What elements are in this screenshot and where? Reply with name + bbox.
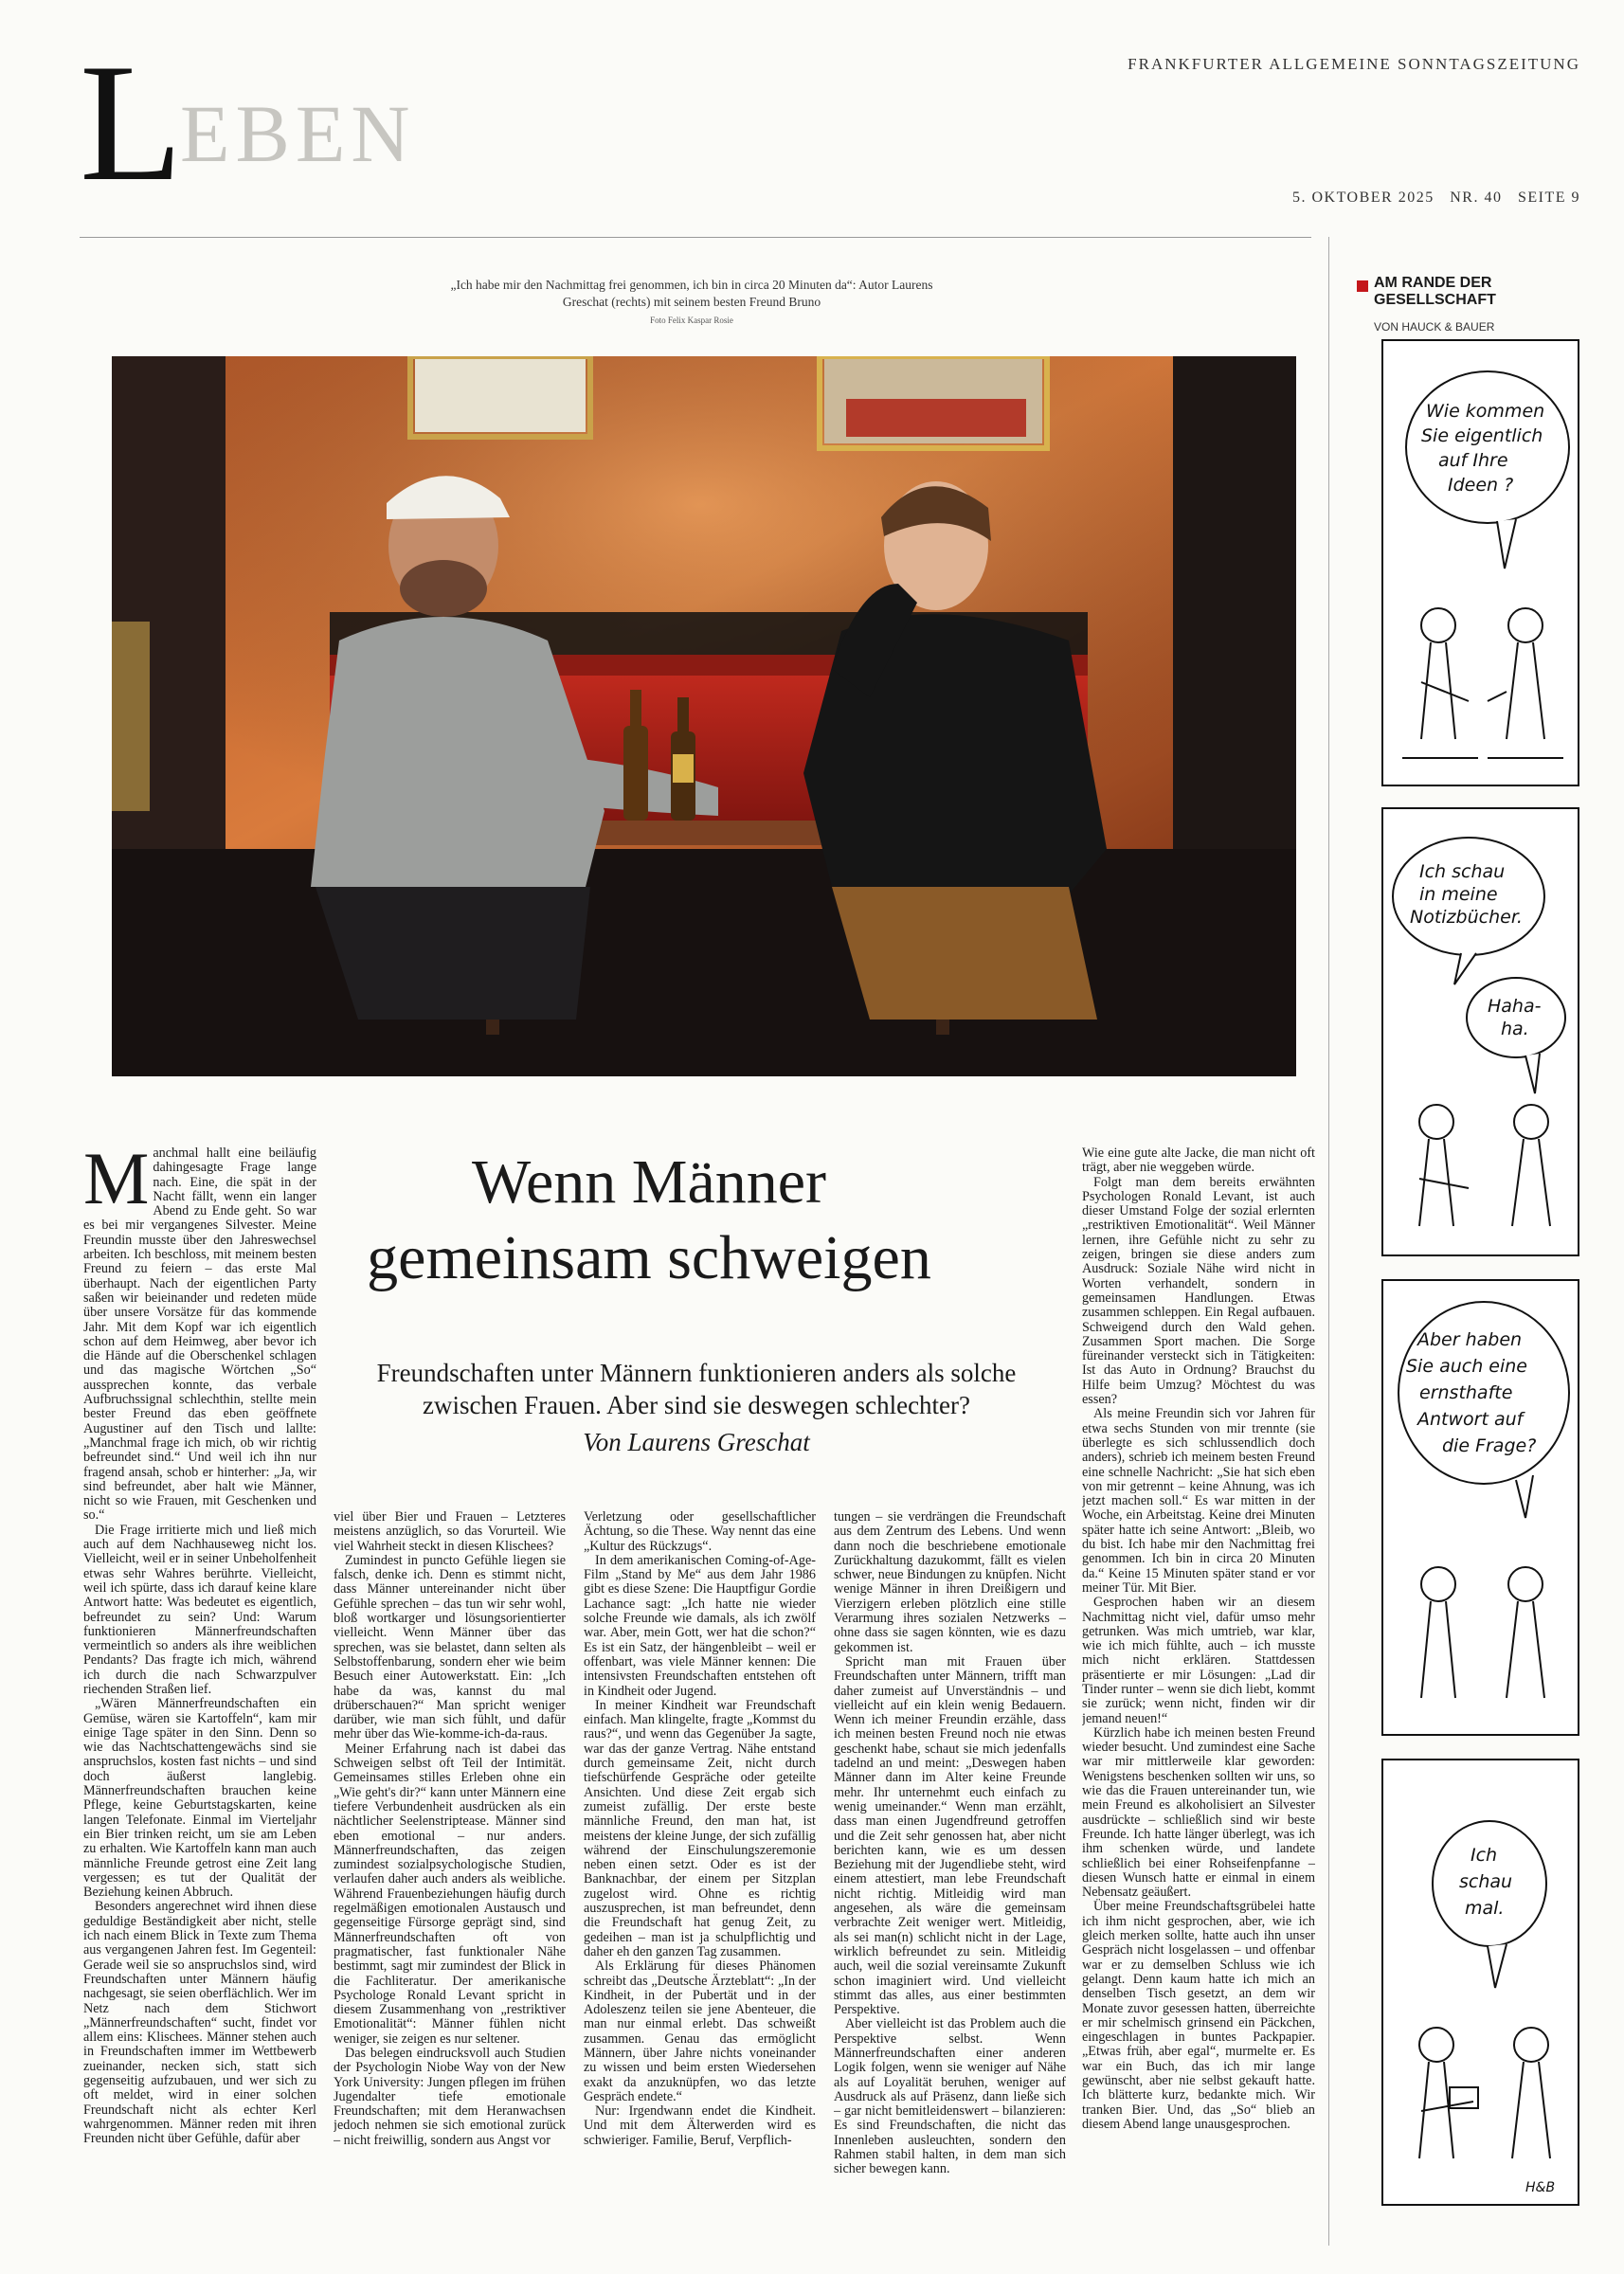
bubble-line-1: Wie kommen [1426, 401, 1545, 422]
bubble-line-5: die Frage? [1442, 1435, 1537, 1456]
bubble-line-2: Sie eigentlich [1421, 425, 1543, 446]
article-subhead: Freundschaften unter Männern funktionieren anders als solche zwischen Frauen. Aber sind sie deswegen schlechter? [376, 1359, 1017, 1419]
cartoon-panel-3 [1381, 1279, 1579, 1736]
section-initial: L [80, 28, 183, 216]
column-5-paragraph-6: Über meine Freundschaftsgrübelei hatte ich ihm nicht gesprochen, aber, wie ich gleich merken sollte, hatte auch ihn unser Gespräch nicht losgelassen – und offenbar war er zu demselben Schluss wie ich gelangt. Denn kaum hatte ich mich an denselben Tisch gesetzt, an dem wir Monate zuvor gesessen hatten, überreichte er mir schelmisch grinsend ein Päckchen, eingeschlagen in buntes Packpapier. „Etwas früh, aber egal“, murmelte er. Es war ein Buch, das ich mir lange gewünscht, aber nie selbst gekauft hatte. Ich blätterte kurz, bedankte mich. Wir tranken Bier. Und, das „So“ blieb an diesem Abend lange unausgesprochen. [1082, 1899, 1315, 2132]
column-5-paragraph-3: Als meine Freundin sich vor Jahren für etwa sechs Stunden von mir trennte (sie überlegte es sich schlussendlich doch anders), schrieb ich meinem besten Freund eine schnelle Nachricht: „Sie hat sich eben von mir getrennt – keine Ahnung, was ich jetzt machen soll.“ Es war mitten in der Woche, ein Arbeitstag. Keine drei Minuten später hatte ich seine Antwort: „Bleib, wo du bist. Ich habe mir den Nachmittag frei genommen. Ich bin in circa 20 Minuten da.“ Keine 15 Minuten später stand er vor meiner Tür. Mit Bier. [1082, 1406, 1315, 1596]
column-3-paragraph-5: Nur: Irgendwann endet die Kindheit. Und mit dem Älterwerden wird es schwieriger. Familie, Beruf, Verpflich- [584, 2103, 816, 2148]
column-1-paragraph-3: „Wären Männerfreundschaften ein Gemüse, wären sie Kartoffeln“, kam mir einige Tage später in den Sinn. Denn so wie das Nachtschattengewächs sind sie anspruchslos, kosten fast nichts – und sind doch äußerst langlebig. Männerfreundschaften brauchen keine Pflege, keine Geburtstagskarten, keine langen Telefonate. Einmal im Vierteljahr ein Bier trinken reicht, um sie am Leben zu erhalten. Wie Kartoffeln kann man auch männliche Freunde getrost eine Zeit lang vergessen; es tut der Qualität der Beziehung keinen Abbruch. [83, 1696, 316, 1901]
figures [1419, 2028, 1550, 2158]
column-3-paragraph-2: In dem amerikanischen Coming-of-Age-Film „Stand by Me“ aus dem Jahr 1986 gibt es diese Szene: Die Hauptfigur Gordie Lachance sagt: „Ich hatte nie wieder solche Freunde wie damals, als ich zwölf war. Aber, mein Gott, wer hat die schon?“ Es ist ein Satz, der hängenbleibt – weil er offenbart, was viele Männer kennen: Die intensivsten Freundschaften entstehen oft in Kindheit oder Jugend. [584, 1552, 816, 1699]
article-column-4 [834, 1510, 1066, 2238]
column-3-paragraph-4: Als Erklärung für dieses Phänomen schreibt das „Deutsche Ärzteblatt“: „In der Kindheit, in der Pubertät und in der Adoleszenz teilen sie jene Abenteuer, die man nur einmal erlebt. Das schweißt zusammen. Genau das ermöglicht Männern, über Jahre nichts voneinander zu wissen und beim ersten Wiedersehen exakt da anzuknüpfen, wo das letzte Gespräch endete.“ [584, 1958, 816, 2104]
reply-line-1: Haha- [1488, 996, 1542, 1017]
publication-name: FRANKFURTER ALLGEMEINE SONNTAGSZEITUNG [1128, 55, 1580, 73]
column-5-paragraph-1: Wie eine gute alte Jacke, die man nicht oft trägt, aber nie weggeben würde. [1082, 1146, 1315, 1176]
column-1-paragraph-4: Besonders angerechnet wird ihnen diese geduldige Beständigkeit aber nicht, stelle ich nach einem Blick in Texte zum Thema aus vergangenen Jahren fest. Im Gegenteil: Gerade weil sie so anspruchslos sind, wird Freundschaften unter Männern häufig nachgesagt, sie seien oberflächlich. Wer im Netz nach dem Stichwort „Männerfreundschaften“ sucht, findet vor allem eins: Klischees. Männer stehen auch in Freundschaften immer im Wettbewerb zueinander, necken sich, statt sich gegenseitig aufzubauen, und wer sich zu oft meldet, wird in einer solchen Freundschaft nicht als echter Kerl wahrgenommen. Männer reden mit ihren Freunden nicht über Gefühle, dafür aber [83, 1899, 316, 2147]
reply-line-2: ha. [1501, 1019, 1529, 1039]
headline-line-2: gemeinsam schweigen [367, 1223, 931, 1292]
column-3-paragraph-1: Verletzung oder gesellschaftlicher Ächtung, so die These. Way nennt das eine „Kultur des Rückzugs“. [584, 1510, 816, 1554]
headline-line-1: Wenn Männer [471, 1147, 827, 1217]
column-3-paragraph-3: In meiner Kindheit war Freundschaft einfach. Man klingelte, fragte „Kommst du raus?“, und wenn das Gegenüber Ja sagte, war das der ganze Vertrag. Nähe entstand durch gemeinsame Zeit, nicht durch tiefschürfende Gespräche oder geteilte Ansichten. Und diese Zeit ergab sich zumeist zufällig. Der erste beste männliche Freund, den man hat, ist meistens der kleine Junge, der sich zufällig während der Einschulungszeremonie neben einen setzt. Oder es ist der Banknachbar, der einem per Sitzplan zugelost wird. Ohne es richtig auszusprechen, ist man befreundet, denn die Freundschaft hat genug Zeit, zu gedeihen – man ist ja schulpflichtig und daher eh den ganzen Tag zusammen. [584, 1697, 816, 1959]
cartoon-signature: H&B [1525, 2180, 1556, 2195]
cartoon-panel-1 [1381, 339, 1579, 786]
speech-bubble [1406, 371, 1569, 523]
bubble-line-3: Notizbücher. [1410, 907, 1523, 928]
bubble-line-3: mal. [1465, 1898, 1505, 1919]
section-name: EBEN [180, 88, 416, 179]
bubble-line-1: Ich [1471, 1845, 1498, 1866]
drop-cap: M [83, 1146, 150, 1219]
column-1-paragraph-1: anchmal hallt eine beiläufig dahingesagte Frage lange nach. Eine, die spät in der Nacht fällt, wenn ein langer Abend zu Ende geht. So war es bei mir vergangenes Silvester. Meine Freundin musste über den Jahreswechsel arbeiten. Ich beschloss, mit meinem besten Freund zu feiern – das erste Mal überhaupt. Nach der eigentlichen Party saßen wir beieinander und redeten müde über unsere Vorsätze für das kommende Jahr. Mit dem Kopf war ich eigentlich schon auf dem Heimweg, aber bevor ich die Hände auf die Oberschenkel schlagen und das magische Wörtchen „So“ aussprechen konnte, das verbale Aufbruchssignal schlechthin, stellte mein bester Freund das eben geöffnete Augustiner auf den Tisch und lallte: „Manchmal frage ich mich, ob wir richtig befreundet sind.“ Und weil ich ihn nur fragend ansah, schob er hinterher: „Ja, wir sind befreundet, aber halt wie Männer, nicht so wie Frauen, mit Geschenken und so.“ [83, 1146, 316, 1524]
figures [1402, 608, 1563, 758]
article-column-5 [1082, 1146, 1315, 2238]
article-photo [112, 356, 1296, 1076]
photo-credit: Foto Felix Kaspar Rosie [650, 316, 733, 325]
dateline: 5. OKTOBER 2025 NR. 40 SEITE 9 [1291, 190, 1580, 206]
bubble-line-2: schau [1459, 1871, 1513, 1892]
article-column-1 [83, 1146, 316, 2238]
column-2-paragraph-1: viel über Bier und Frauen – Letzteres meistens anzüglich, so das Vorurteil. Wie viel Wahrheit steckt in diesen Klischees? [334, 1510, 566, 1554]
column-2-paragraph-2: Zumindest in puncto Gefühle liegen sie falsch, denke ich. Denn es stimmt nicht, dass Männer untereinander nicht über Gefühle sprechen – das tun wir sehr wohl, bloß wortkarger und lösungsorientierter vielleicht. Wenn Männer über das sprechen, was sie belastet, dann selten als Selbstoffenbarung, sondern eher wie beim Besuch einer Autowerkstatt. Ein: „Ich habe da was, kannst du mal drüberschauen?“ Man spricht weniger darüber, wie man sich fühlt, und dafür mehr über das Wie-komme-ich-da-raus. [334, 1552, 566, 1742]
bubble-line-4: Ideen ? [1448, 475, 1514, 496]
column-4-paragraph-1: tungen – sie verdrängen die Freundschaft aus dem Zentrum des Lebens. Und wenn dann noch die beschriebene emotionale Zurückhaltung dazukommt, fällt es vielen schwer, neue Bindungen zu knüpfen. Nicht wenige Männer in ihren Dreißigern und Vierzigern erleben plötzlich eine stille Verarmung ihres sozialen Netzwerks – ohne dass sie sagen könnten, wie es dazu gekommen ist. [834, 1510, 1066, 1655]
figures [1419, 1105, 1550, 1226]
bar-scene-illustration [112, 356, 1296, 1076]
photo-caption: „Ich habe mir den Nachmittag frei genommen, ich bin in circa 20 Minuten da“: Autor Laurens Greschat (rechts) mit seinem besten Freund Bruno [450, 278, 933, 309]
cartoon-title: AM RANDE DER GESELLSCHAFT [1374, 275, 1496, 308]
article-byline: Von Laurens Greschat [583, 1428, 810, 1456]
masthead-rule [80, 237, 1311, 238]
column-1-paragraph-2: Die Frage irritierte mich und ließ mich auch auf dem Nachhauseweg nicht los. Vielleicht, weil er in seiner Unbeholfenheit etwas sehr Wahres berührte. Vielleicht, weil ich spürte, dass ich darauf keine klare Antwort hatte: Was bedeutet es eigentlich, befreundet zu sein? Und: Warum funktionieren Männerfreundschaften vermeintlich so anders als ihre weiblichen Pendants? Das fragte ich mich, während ich durch die nach Schwarzpulver riechenden Straßen lief. [83, 1522, 316, 1697]
bubble-line-3: auf Ihre [1438, 450, 1508, 471]
bubble-line-3: ernsthafte [1419, 1382, 1513, 1403]
sidebar-divider [1328, 237, 1329, 2246]
cartoon-panel-4 [1381, 1759, 1579, 2206]
column-2-paragraph-4: Das belegen eindrucksvoll auch Studien der Psychologin Niobe Way von der New York University: Jungen pflegen im frühen Jugendalter tiefe emotionale Freundschaften; mit dem Heranwachsen jedoch nehmen sie sich emotional zurück – nicht freiwillig, sondern aus Angst vor [334, 2045, 566, 2148]
bubble-line-2: Sie auch eine [1406, 1356, 1527, 1377]
cartoon-credit: VON HAUCK & BAUER [1374, 320, 1495, 334]
cartoon-panel-2 [1381, 807, 1579, 1256]
article-column-3 [584, 1510, 816, 2238]
column-5-paragraph-4: Gesprochen haben wir an diesem Nachmittag nicht viel, dafür umso mehr getrunken. Was mich umtrieb, war klar, wie ich mich fühlte, auch – ich musste mich nicht erklären. Stattdessen präsentierte er mir Lösungen: „Lad dir Tinder runter – wenn sie dich liebt, kommt sie zurück; wenn nicht, finden wir dir jemand neuen!“ [1082, 1595, 1315, 1726]
article-column-2 [334, 1510, 566, 2238]
sidebar-marker [1357, 280, 1368, 292]
article-headline [360, 1145, 938, 1296]
figures [1421, 1567, 1544, 1698]
column-5-paragraph-2: Folgt man dem bereits erwähnten Psychologen Ronald Levant, ist auch dieser Umstand Folge der sozial erlernten „restriktiven Emotionalität“. Weil Männer lernen, ihre Gefühle nicht zu sehr zu zeigen, bringen sie diese anders zum Ausdruck: Soziale Nähe wird nicht in Worten verhandelt, sondern in gemeinsamen Handlungen. Etwas zusammen schleppen. Ein Regal aufbauen. Schweigend durch den Wald gehen. Zusammen Sport machen. Die Sorge füreinander versteckt sich in Tätigkeiten: Ist das Auto in Ordnung? Brauchst du Hilfe beim Umzug? Möchtest du was essen? [1082, 1174, 1315, 1408]
bubble-line-1: Ich schau [1419, 861, 1506, 882]
column-2-paragraph-3: Meiner Erfahrung nach ist dabei das Schweigen selbst oft Teil der Intimität. Gemeinsames stilles Erleben ohne ein „Wie geht's dir?“ kann unter Männern eine tiefere Verbundenheit ausdrücken als ein nächtlicher Seelenstriptease. Männer sind eben emotional – nur anders. Männerfreundschaften, das zeigen zumindest sozialpsychologische Studien, verlaufen daher auch anders als weibliche. Während Frauenbeziehungen häufig durch regelmäßigen emotionalen Austausch und gegenseitige Fürsorge geprägt sind, sind Männerfreundschaften oft von pragmatischer, fast funktionaler Nähe bestimmt, sagt mir zumindest der Blick in die Fachliteratur. Der amerikanische Psychologe Ronald Levant spricht in diesem Zusammenhang von „restriktiver Emotionalität“: Männer fühlen nicht weniger, sie zeigen es nur seltener. [334, 1741, 566, 2047]
reply-bubble [1467, 978, 1565, 1057]
bubble-line-1: Aber haben [1417, 1329, 1523, 1350]
column-4-paragraph-3: Aber vielleicht ist das Problem auch die Perspektive selbst. Wenn Männerfreundschaften einer anderen Logik folgen, wenn sie weniger auf Nähe als auf Loyalität beruhen, weniger auf Ausdruck als auf Präsenz, dann ließe sich – gar nicht bemitleidenswert – bilanzieren: Es sind Freundschaften, die nicht das Innenleben ausleuchten, sondern den Rahmen stabil halten, in dem man sich sicher bewegen kann. [834, 2016, 1066, 2177]
column-5-paragraph-5: Kürzlich habe ich meinen besten Freund wieder besucht. Und zumindest eine Sache war mir mittlerweile klar geworden: Wenigstens beschenken sollten wir uns, so wie das die Frauen untereinander tun, wie mein Freund es alkoholisiert an Silvester ausdrückte – schließlich sind wir beste Freunde. Ich hatte länger überlegt, was ich ihm schenken würde, und landete schließlich bei einer Rohseifenpfanne – diesen Wunsch hatte er einmal in einem Nebensatz geäußert. [1082, 1724, 1315, 1901]
column-4-paragraph-2: Spricht man mit Frauen über Freundschaften unter Männern, trifft man daher zumeist auf Unverständnis – und vielleicht auf ein klein wenig Bedauern. Wenn ich meiner Freundin erzähle, dass ich meinen besten Freund noch nie etwas geschenkt habe, schaut sie mich jedenfalls tadelnd an und meint: „Deswegen haben Männer dann im Alter keine Freunde mehr. Ihr unternehmt euch einfach zu wenig umeinander.“ Wenn man erzählt, dass man einen Jugendfreund getroffen und die Zeit sehr genossen hat, aber nicht berichten kann, wie es um dessen Beziehung mit der Jugendliebe steht, wird einem attestiert, man lebe Freundschaft nicht richtig. Mitleidig wird man angesehen, als wäre die gemeinsam verbrachte Zeit weniger wert. Mitleidig, als sei man(n) schlicht nicht in der Lage, wirklich befreundet zu sein. Mitleidig auch, weil die sozial vereinsamte Zukunft schon imaginiert wird. Und vielleicht stimmt das alles, aus einer bestimmten Perspektive. [834, 1653, 1066, 2018]
bubble-line-2: in meine [1419, 884, 1498, 905]
bubble-line-4: Antwort auf [1417, 1409, 1524, 1430]
